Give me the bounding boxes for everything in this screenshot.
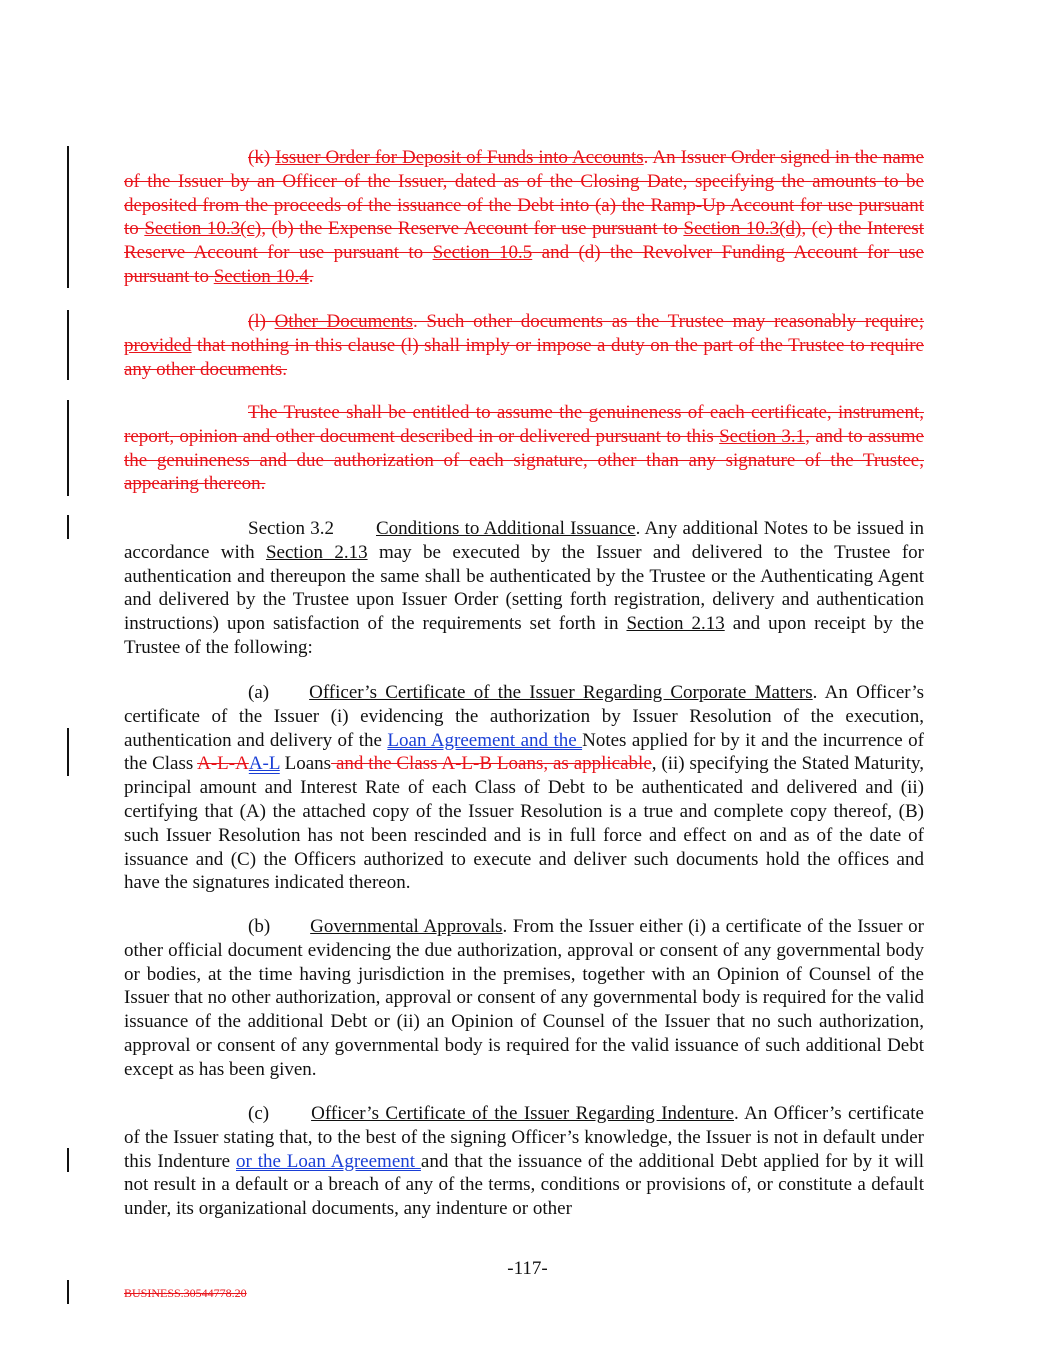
change-bar bbox=[67, 1148, 69, 1172]
para-a-label: (a) bbox=[248, 682, 270, 703]
page-number: -117- bbox=[507, 1258, 548, 1279]
section-text: and upon receipt by the Trustee of the following: bbox=[124, 613, 924, 658]
section-ref: Section 10.3(c) bbox=[144, 218, 262, 240]
para-c-text: . An Officer’s certificate of the Issuer stating that, to the best of the signing Officer’s knowledge, the Issuer is not in default under this Indenture bbox=[124, 1103, 924, 1172]
para-k-text: , (c) the Interest Reserve Account for use pursuant to bbox=[124, 218, 925, 264]
section-ref: Section 10.3(d) bbox=[683, 218, 802, 240]
para-k-heading: Issuer Order for Deposit of Funds into Accounts bbox=[275, 147, 644, 168]
para-c-text: and that the issuance of the additional Debt applied for by it will not result in a default or a breach of any of the terms, conditions or provisions of, or constitute a default under, its organizational documents, any indenture or other bbox=[124, 1150, 924, 1220]
para-trustee-text: , and to assume the genuineness and due authorization of each signature, other than any signature of the Trustee, appearing thereon. bbox=[124, 425, 924, 495]
change-bar bbox=[67, 1280, 69, 1304]
para-a-heading: Officer’s Certificate of the Issuer Regarding Corporate Matters bbox=[309, 682, 813, 703]
paragraph-k-deleted bbox=[124, 146, 924, 289]
provided-term: provided bbox=[124, 334, 192, 356]
deleted-text: and the Class A-L-B Loans, as applicable bbox=[331, 753, 652, 775]
para-k-label: (k) bbox=[248, 147, 271, 168]
para-a-text: . An Officer’s certificate of the Issuer (i) evidencing the authorization by Issuer Resolution of the execution, authentication and delivery of the bbox=[124, 682, 924, 751]
paragraph-c bbox=[124, 1102, 924, 1221]
para-a-text: Loans bbox=[279, 753, 332, 775]
para-l-heading: Other Documents bbox=[274, 311, 414, 332]
para-b-label: (b) bbox=[248, 916, 271, 937]
para-a-text: Notes applied for by it and the incurrence of the Class bbox=[124, 729, 924, 775]
para-b-heading: Governmental Approvals bbox=[310, 916, 503, 937]
para-k-text: and (d) the Revolver Funding Account for use pursuant to bbox=[124, 242, 924, 287]
change-bar bbox=[67, 515, 69, 539]
section-ref: Section 10.4 bbox=[213, 265, 309, 287]
footer-document-id: BUSINESS.30544778.20 bbox=[124, 1286, 247, 1300]
section-ref: Section 10.5 bbox=[432, 242, 533, 264]
para-c-heading: Officer’s Certificate of the Issuer Regarding Indenture bbox=[311, 1103, 734, 1124]
para-l-label: (l) bbox=[248, 311, 266, 332]
section-ref: Section 2.13 bbox=[626, 613, 725, 635]
para-k-text: . bbox=[308, 265, 314, 287]
para-a-text: , (ii) specifying the Stated Maturity, principal amount and Interest Rate of each Class of Debt to be authenticated and delivered and (ii) certifying that (A) the attached copy of the Issuer Resolution is a true and complete copy thereof, (B) such Issuer Resolution has not been rescinded and is in full force and effect on and as of the date of issuance and (C) the Officers authorized to execute and deliver such documents hold the offices and have the signatures indicated thereon. bbox=[124, 753, 924, 894]
section-heading: Conditions to Additional Issuance bbox=[376, 518, 636, 539]
paragraph-a bbox=[124, 681, 924, 895]
section-3-2 bbox=[124, 517, 924, 660]
para-l-text: . Such other documents as the Trustee may reasonably require; bbox=[413, 311, 924, 332]
paragraph-b bbox=[124, 915, 924, 1082]
para-b-text: . From the Issuer either (i) a certificate of the Issuer or other official document evidencing the due authorization, approval or consent of any governmental body or bodies, at the time having jurisdiction in the premises, together with an Opinion of Counsel of the Issuer that no other authorization, approval or consent of any governmental body is required for the valid issuance of the additional Debt or (ii) an Opinion of Counsel of the Issuer that no such authorization, approval or consent of any governmental body is required for the valid issuance of such additional Debt except as has been given. bbox=[124, 916, 924, 1080]
inserted-text: A-L bbox=[248, 753, 280, 775]
change-bar bbox=[67, 146, 69, 288]
paragraph-l-deleted bbox=[124, 310, 924, 381]
inserted-text: Loan Agreement and the bbox=[387, 729, 583, 751]
section-ref: Section 2.13 bbox=[265, 541, 368, 563]
change-bar bbox=[67, 400, 69, 496]
inserted-text: or the Loan Agreement bbox=[236, 1150, 421, 1172]
section-ref: Section 3.1 bbox=[719, 425, 806, 447]
para-k-text: , (b) the Expense Reserve Account for use pursuant to bbox=[261, 218, 684, 240]
paragraph-trustee-deleted bbox=[124, 401, 924, 496]
section-number: Section 3.2 bbox=[248, 518, 334, 539]
section-text: . Any additional Notes to be issued in accordance with bbox=[124, 518, 924, 563]
para-trustee-text: The Trustee shall be entitled to assume the genuineness of each certificate, instrument, report, opinion and other document described in or delivered pursuant to this bbox=[124, 402, 924, 447]
change-bar bbox=[67, 310, 69, 380]
para-k-text: . An Issuer Order signed in the name of the Issuer by an Officer of the Issuer, dated as of the Closing Date, specifying the amounts to be deposited from the proceeds of the issuance of the Debt into (a) the Ramp-Up Account for use pursuant to bbox=[124, 147, 924, 240]
section-text: may be executed by the Issuer and delivered to the Trustee for authentication and thereupon the same shall be authenticated by the Trustee or the Authenticating Agent and delivered by the Trustee upon Issuer Order (setting forth registration, delivery and authentication instructions) upon satisfaction of the requirements set forth in bbox=[124, 541, 924, 635]
para-c-label: (c) bbox=[248, 1103, 270, 1124]
change-bar bbox=[67, 728, 69, 776]
para-l-text: that nothing in this clause (l) shall imply or impose a duty on the part of the Trustee to require any other documents. bbox=[124, 334, 924, 380]
deleted-text: A-L-A bbox=[197, 753, 249, 775]
